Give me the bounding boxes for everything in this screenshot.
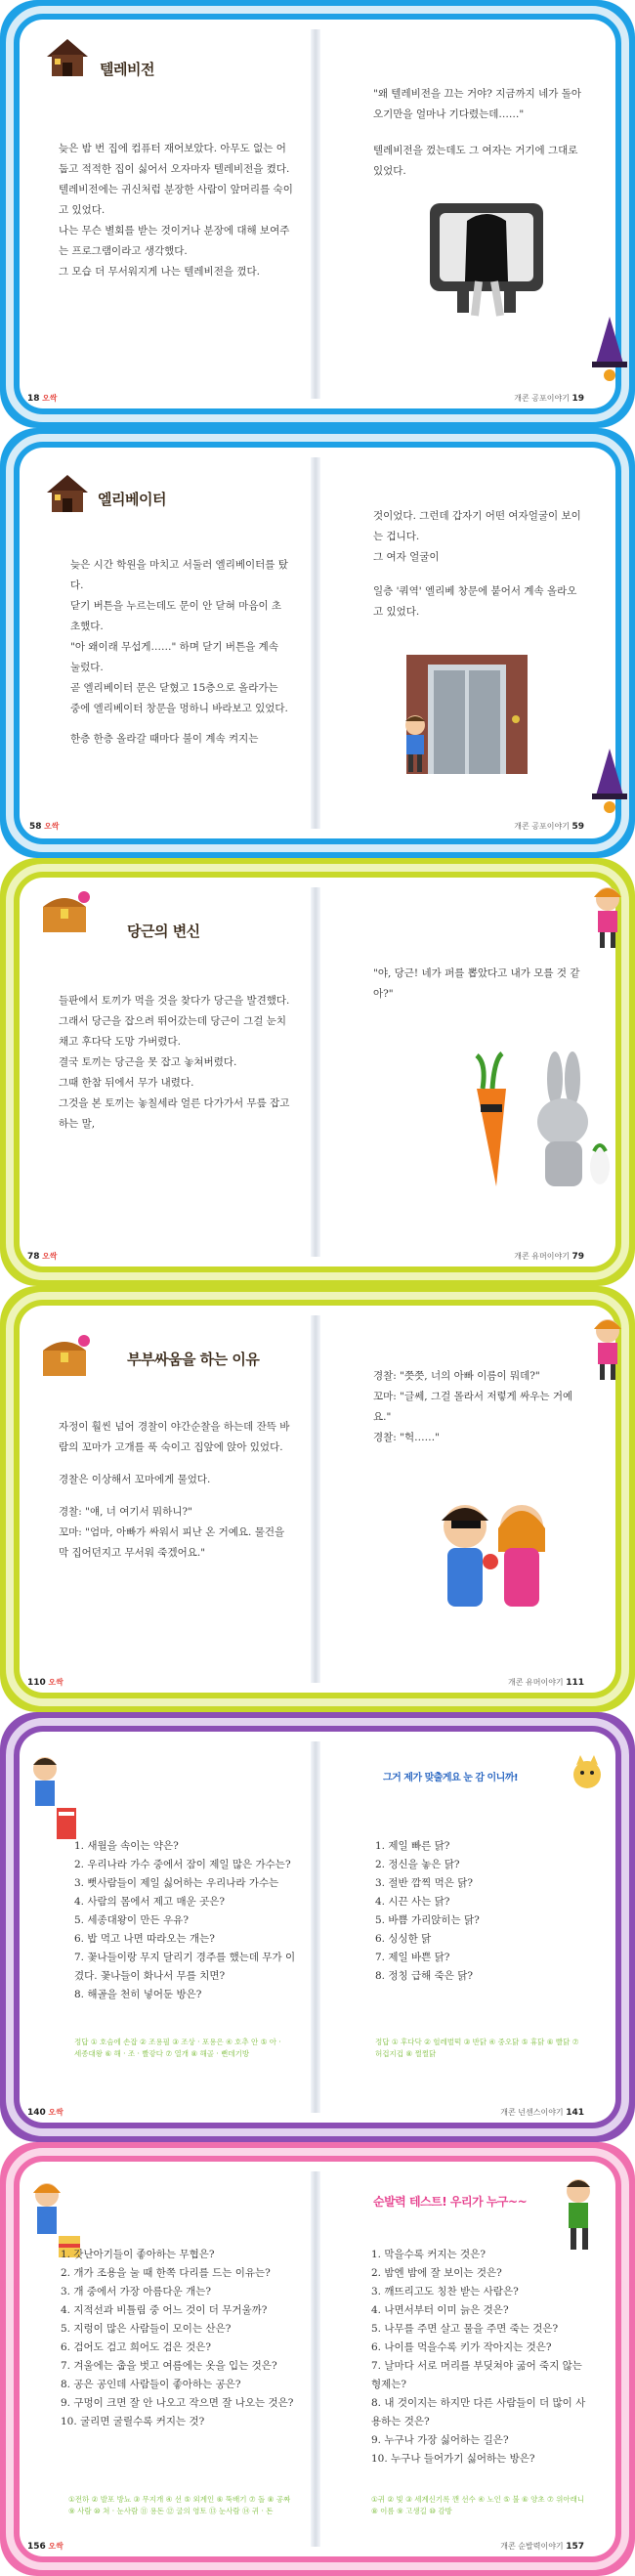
paragraph: 늦은 밤 번 집에 컴퓨터 재어보았다. 아무도 없는 어둡고 적적한 집이 싫어서 오자마자 텔레비전을 켰다. (59, 143, 290, 175)
treasure-chest-icon (37, 887, 94, 936)
story-title: 텔레비전 (100, 61, 154, 78)
quiz-item: 5. 세종대왕이 만든 우유? (74, 1914, 189, 1926)
left-answer-key: ①전하 ② 발포 방뇨 ③ 무지개 ④ 선 ⑤ 외계인 ⑥ 뚝배기 ⑦ 돌 ⑧ 공짜 ⑨ 사람 ⑩ 쳐 · 눈사람 ⑪ 용돈 ⑫ 굴의 영토 ⑬ 눈사람 ⑭ 귀 · 돈 (68, 2495, 291, 2515)
quiz-item: 3. 깨뜨리고도 칭찬 받는 사람은? (371, 2286, 519, 2297)
quiz-item: 2. 우리나라 가수 중에서 잠이 제일 많은 가수는? (74, 1859, 291, 1870)
girl-mascot-illustration (586, 881, 629, 950)
quiz-item: 1. 갓난아기들이 좋아하는 무협은? (61, 2249, 215, 2260)
quiz-item: 4. 시끈 사는 닭? (375, 1896, 450, 1908)
right-page-number: 개콘 유머이야기 111 (508, 1678, 584, 1688)
left-page-number: 156 오싹 (27, 2542, 64, 2552)
paragraph: 그래서 당근을 잡으려 뛰어갔는데 당근이 그걸 눈치채고 후다닥 도망 가버렸다. (59, 1015, 287, 1048)
spread-couple-fight (0, 1286, 635, 1712)
boy-with-toys-illustration (23, 1753, 82, 1843)
paragraph: 들판에서 토끼가 먹을 것을 찾다가 당근을 발견했다. (59, 995, 290, 1007)
left-quiz-list (61, 2246, 305, 2431)
quiz-item: 3. 뻣사람들이 제일 싫어하는 우리나라 가수는 (74, 1877, 279, 1889)
haunted-house-icon (43, 35, 92, 78)
spread-tv (0, 0, 635, 428)
left-quiz-list (74, 1837, 299, 2004)
quiz-item: 4. 나면서부터 이미 늙은 것은? (371, 2304, 509, 2316)
quiz-item: 1. 제일 빠른 닭? (375, 1840, 450, 1852)
right-page-number: 개콘 유머이야기 79 (514, 1252, 584, 1262)
quiz-item: 3. 개 중에서 가장 아름다운 개는? (61, 2286, 212, 2297)
quiz-item: 1. 새월을 속이는 약은? (74, 1840, 179, 1852)
right-answer-key: 정답 ① 후다닥 ② 헐레벌떡 ③ 반닭 ④ 중오닭 ⑤ 휴닭 ⑥ 빨닭 ⑦ 허겁지겁 ⑧ 쩔쩔닭 (375, 2038, 579, 2058)
quiz-item: 6. 나이를 먹을수록 키가 작아지는 것은? (371, 2341, 552, 2353)
gutter (311, 457, 320, 829)
quiz-item: 1. 막을수록 커지는 것은? (371, 2249, 486, 2260)
quiz-item: 9. 구멍이 크면 잘 안 나오고 작으면 잘 나오는 것은? (61, 2397, 294, 2409)
boy-illustration (401, 713, 430, 774)
paragraph: 그 모습 더 무서워지게 나는 텔레비전을 껐다. (59, 266, 260, 278)
paragraph: 경찰: "쯧쯧, 너의 아빠 이름이 뭐데?" (373, 1370, 540, 1382)
right-quiz-list (371, 2246, 586, 2469)
paragraph: 닫기 버튼을 누르는데도 문이 안 닫혀 마음이 초초했다. (70, 600, 282, 632)
quiz-item: 3. 절반 깜찍 먹은 닭? (375, 1877, 473, 1889)
quiz-item: 2. 정신을 놓은 닭? (375, 1859, 460, 1870)
paragraph: 나는 무슨 별회를 받는 것이거나 분장에 대해 보여주는 프로그램이라고 생각했다. (59, 225, 290, 257)
quiz-item: 10. 굴리면 굴릴수록 커지는 것? (61, 2416, 205, 2427)
left-page-text (59, 139, 293, 282)
paragraph: 자정이 훨씬 넘어 경찰이 야간순찰을 하는데 잔뜩 바람의 꼬마가 고개를 푹 숙이고 집앞에 앉아 있었다. (59, 1421, 290, 1453)
paragraph: 일층 '쿼역' 엘리베 창문에 붙어서 계속 올라오고 있었다. (373, 585, 577, 618)
left-page-number: 78 오싹 (27, 1252, 58, 1262)
left-page-text (59, 991, 293, 1135)
left-page-number: 110 오싹 (27, 1678, 64, 1688)
gutter (311, 1741, 320, 2113)
right-page-number: 개콘 공포이야기 59 (514, 822, 584, 832)
quiz-item: 7. 꽃나들이랑 무지 달리기 경주를 했는데 무가 이겼다. 꽃나들이 화나서 무를 치면? (74, 1952, 296, 1982)
paragraph: 그 여자 얼굴이 (373, 551, 440, 563)
left-page-text (70, 555, 290, 750)
quiz-item: 7. 제일 바쁜 닭? (375, 1952, 450, 1963)
paragraph: 텔레비전을 껐는데도 그 여자는 거기에 그대로 있었다. (373, 145, 578, 177)
quiz-item: 8. 정칭 급해 죽은 닭? (375, 1970, 473, 1982)
right-page-number: 개콘 공포이야기 19 (514, 394, 584, 404)
paragraph: "왜 텔레비전을 끄는 거야? 지금까지 네가 돌아오기만을 얼마나 기다렸는데……" (373, 88, 582, 120)
witch-hat-icon (590, 315, 629, 383)
quiz-item: 8. 내 것이지는 하지만 다른 사람들이 더 많이 사용하는 것은? (371, 2397, 586, 2427)
paragraph: 꼬마: "글쎄, 그걸 몰라서 저렇게 싸우는 거예요." (373, 1391, 573, 1423)
paragraph: 꼬마: "엄마, 아빠가 싸워서 피난 온 거예요. 물건을 막 집어던지고 무서워 죽겠어요." (59, 1526, 285, 1559)
brand-logo: 오싹 (42, 1252, 58, 1261)
gutter (311, 2171, 320, 2547)
television-ghost-illustration (418, 193, 555, 330)
paragraph: 그것을 본 토끼는 놓칠세라 얼른 다가가서 무릎 잡고 하는 말, (59, 1097, 290, 1130)
brand-logo: 오싹 (44, 822, 60, 831)
quiz-item: 2. 개가 조용을 눌 때 한쪽 다리를 드는 이유는? (61, 2267, 271, 2279)
right-page-number: 개콘 순발력이야기 157 (500, 2542, 584, 2552)
quiz-item: 5. 나무를 주면 살고 물을 주면 죽는 것은? (371, 2323, 559, 2335)
left-page-number: 18 오싹 (27, 394, 58, 404)
spread-carrot (0, 858, 635, 1286)
paragraph: 경찰: "얘, 너 여기서 뭐하니?" (59, 1506, 192, 1518)
story-title: 당근의 변신 (127, 923, 200, 940)
left-page-number: 140 오싹 (27, 2108, 64, 2118)
right-page-text (373, 84, 583, 182)
right-page-text (373, 506, 583, 623)
witch-hat-icon (590, 747, 629, 815)
paragraph: 결국 토끼는 당근을 못 잡고 놓쳐버렸다. (59, 1056, 237, 1068)
quiz-item: 10. 누구나 들어가기 싫어하는 방은? (371, 2453, 535, 2465)
right-answer-key: ①귀 ② 빛 ③ 세계신기록 깬 선수 ④ 노인 ⑤ 불 ⑥ 양초 ⑦ 위아래니 ⑧ 이름 ⑨ 고생길 ⑩ 감방 (371, 2495, 585, 2515)
paragraph: "야, 당근! 네가 퍼를 뽑았다고 내가 모를 것 같아?" (373, 967, 580, 1000)
quiz-item: 6. 밥 먹고 나면 따라오는 개는? (74, 1933, 215, 1945)
quiz-item: 6. 싱싱한 닭 (375, 1933, 432, 1945)
paragraph: 곧 엘리베이터 문은 닫혔고 15층으로 올라가는 중에 엘리베이터 창문을 멍하니 바라보고 있었다. (70, 682, 288, 714)
story-title: 부부싸움을 하는 이유 (127, 1351, 260, 1368)
paragraph: 경찰: "헉……" (373, 1432, 440, 1443)
left-page-number: 58 오싹 (29, 822, 60, 832)
spread-elevator (0, 428, 635, 858)
girl-mascot-illustration (586, 1313, 629, 1382)
haunted-house-icon (43, 471, 92, 514)
right-page-number: 개콘 넌센스이야기 141 (500, 2108, 584, 2118)
paragraph: 그때 한참 뒤에서 무가 내렸다. (59, 1077, 194, 1089)
gutter (311, 29, 320, 399)
paragraph: 늦은 시간 학원을 마치고 서둘러 엘리베이터를 탔다. (70, 559, 288, 591)
carrot-and-rabbit-illustration (467, 1050, 614, 1196)
quiz-item: 7. 날마다 서로 머리를 부딪쳐야 굶어 죽지 않는 형제는? (371, 2360, 582, 2390)
brand-logo: 오싹 (48, 2542, 64, 2551)
section-title: 순발력 테스트! 우리가 누구~~ (373, 2195, 528, 2209)
left-answer-key: 정답 ① 호슴에 손잡 ② 조용필 ③ 조상 · 포용은 ④ 호추 안 ⑤ 아 · 세종대왕 ⑥ 해 · 조 · 빨갛다 ⑦ 열개 ⑧ 해골 · 뻔데기방 (74, 2038, 281, 2058)
paragraph: 것이었다. 그런데 갑자기 어떤 여자얼굴이 보이는 겁니다. (373, 510, 581, 542)
left-page-text (59, 1417, 293, 1564)
quiz-item: 5. 지렁이 많은 사람들이 모이는 산은? (61, 2323, 232, 2335)
quiz-item: 8. 공은 공인데 사람들이 좋아하는 공은? (61, 2379, 241, 2390)
quiz-item: 5. 바쁨 가리앉히는 닭? (375, 1914, 480, 1926)
right-page-text (373, 964, 583, 1005)
quiz-item: 6. 검어도 검고 희어도 검은 것은? (61, 2341, 212, 2353)
brand-logo: 오싹 (48, 2108, 64, 2117)
quiz-item: 9. 누구나 가장 싫어하는 길은? (371, 2434, 509, 2446)
quiz-item: 4. 사람의 몸에서 제고 매운 곳은? (74, 1896, 226, 1908)
quiz-item: 8. 해골을 천히 넣어둔 방은? (74, 1989, 202, 2000)
right-quiz-list (375, 1837, 580, 1986)
treasure-chest-icon (37, 1331, 94, 1380)
cat-mascot-icon (571, 1753, 604, 1792)
paragraph: 한층 한층 올라갈 때마다 불이 계속 켜지는 (70, 733, 259, 745)
story-title: 엘리베이터 (98, 491, 166, 508)
paragraph: 텔레비전에는 귀신처럼 분장한 사람이 앞머리를 숙이고 있었다. (59, 184, 293, 216)
spread-nonsense-quiz (0, 1712, 635, 2142)
brand-logo: 오싹 (48, 1678, 64, 1687)
gutter (311, 1315, 320, 1683)
section-title: 그거 제가 맞출게요 눈 감 이니까! (383, 1773, 519, 1783)
quiz-item: 2. 밤엔 밤에 잘 보이는 것은? (371, 2267, 502, 2279)
right-page-text (373, 1366, 583, 1448)
paragraph: "아 왜이래 무섭게……" 하며 닫기 버튼을 계속 눌렀다. (70, 641, 278, 673)
brand-logo: 오싹 (42, 394, 58, 403)
quiz-item: 4. 지적선과 비틀림 중 어느 것이 더 무거울까? (61, 2304, 268, 2316)
gutter (311, 887, 320, 1257)
arguing-couple-illustration (426, 1493, 563, 1620)
quiz-item: 7. 겨울에는 춥을 벗고 여름에는 옷을 입는 것은? (61, 2360, 277, 2372)
paragraph: 경찰은 이상해서 꼬마에게 물었다. (59, 1474, 211, 1485)
spread-speed-test (0, 2142, 635, 2576)
